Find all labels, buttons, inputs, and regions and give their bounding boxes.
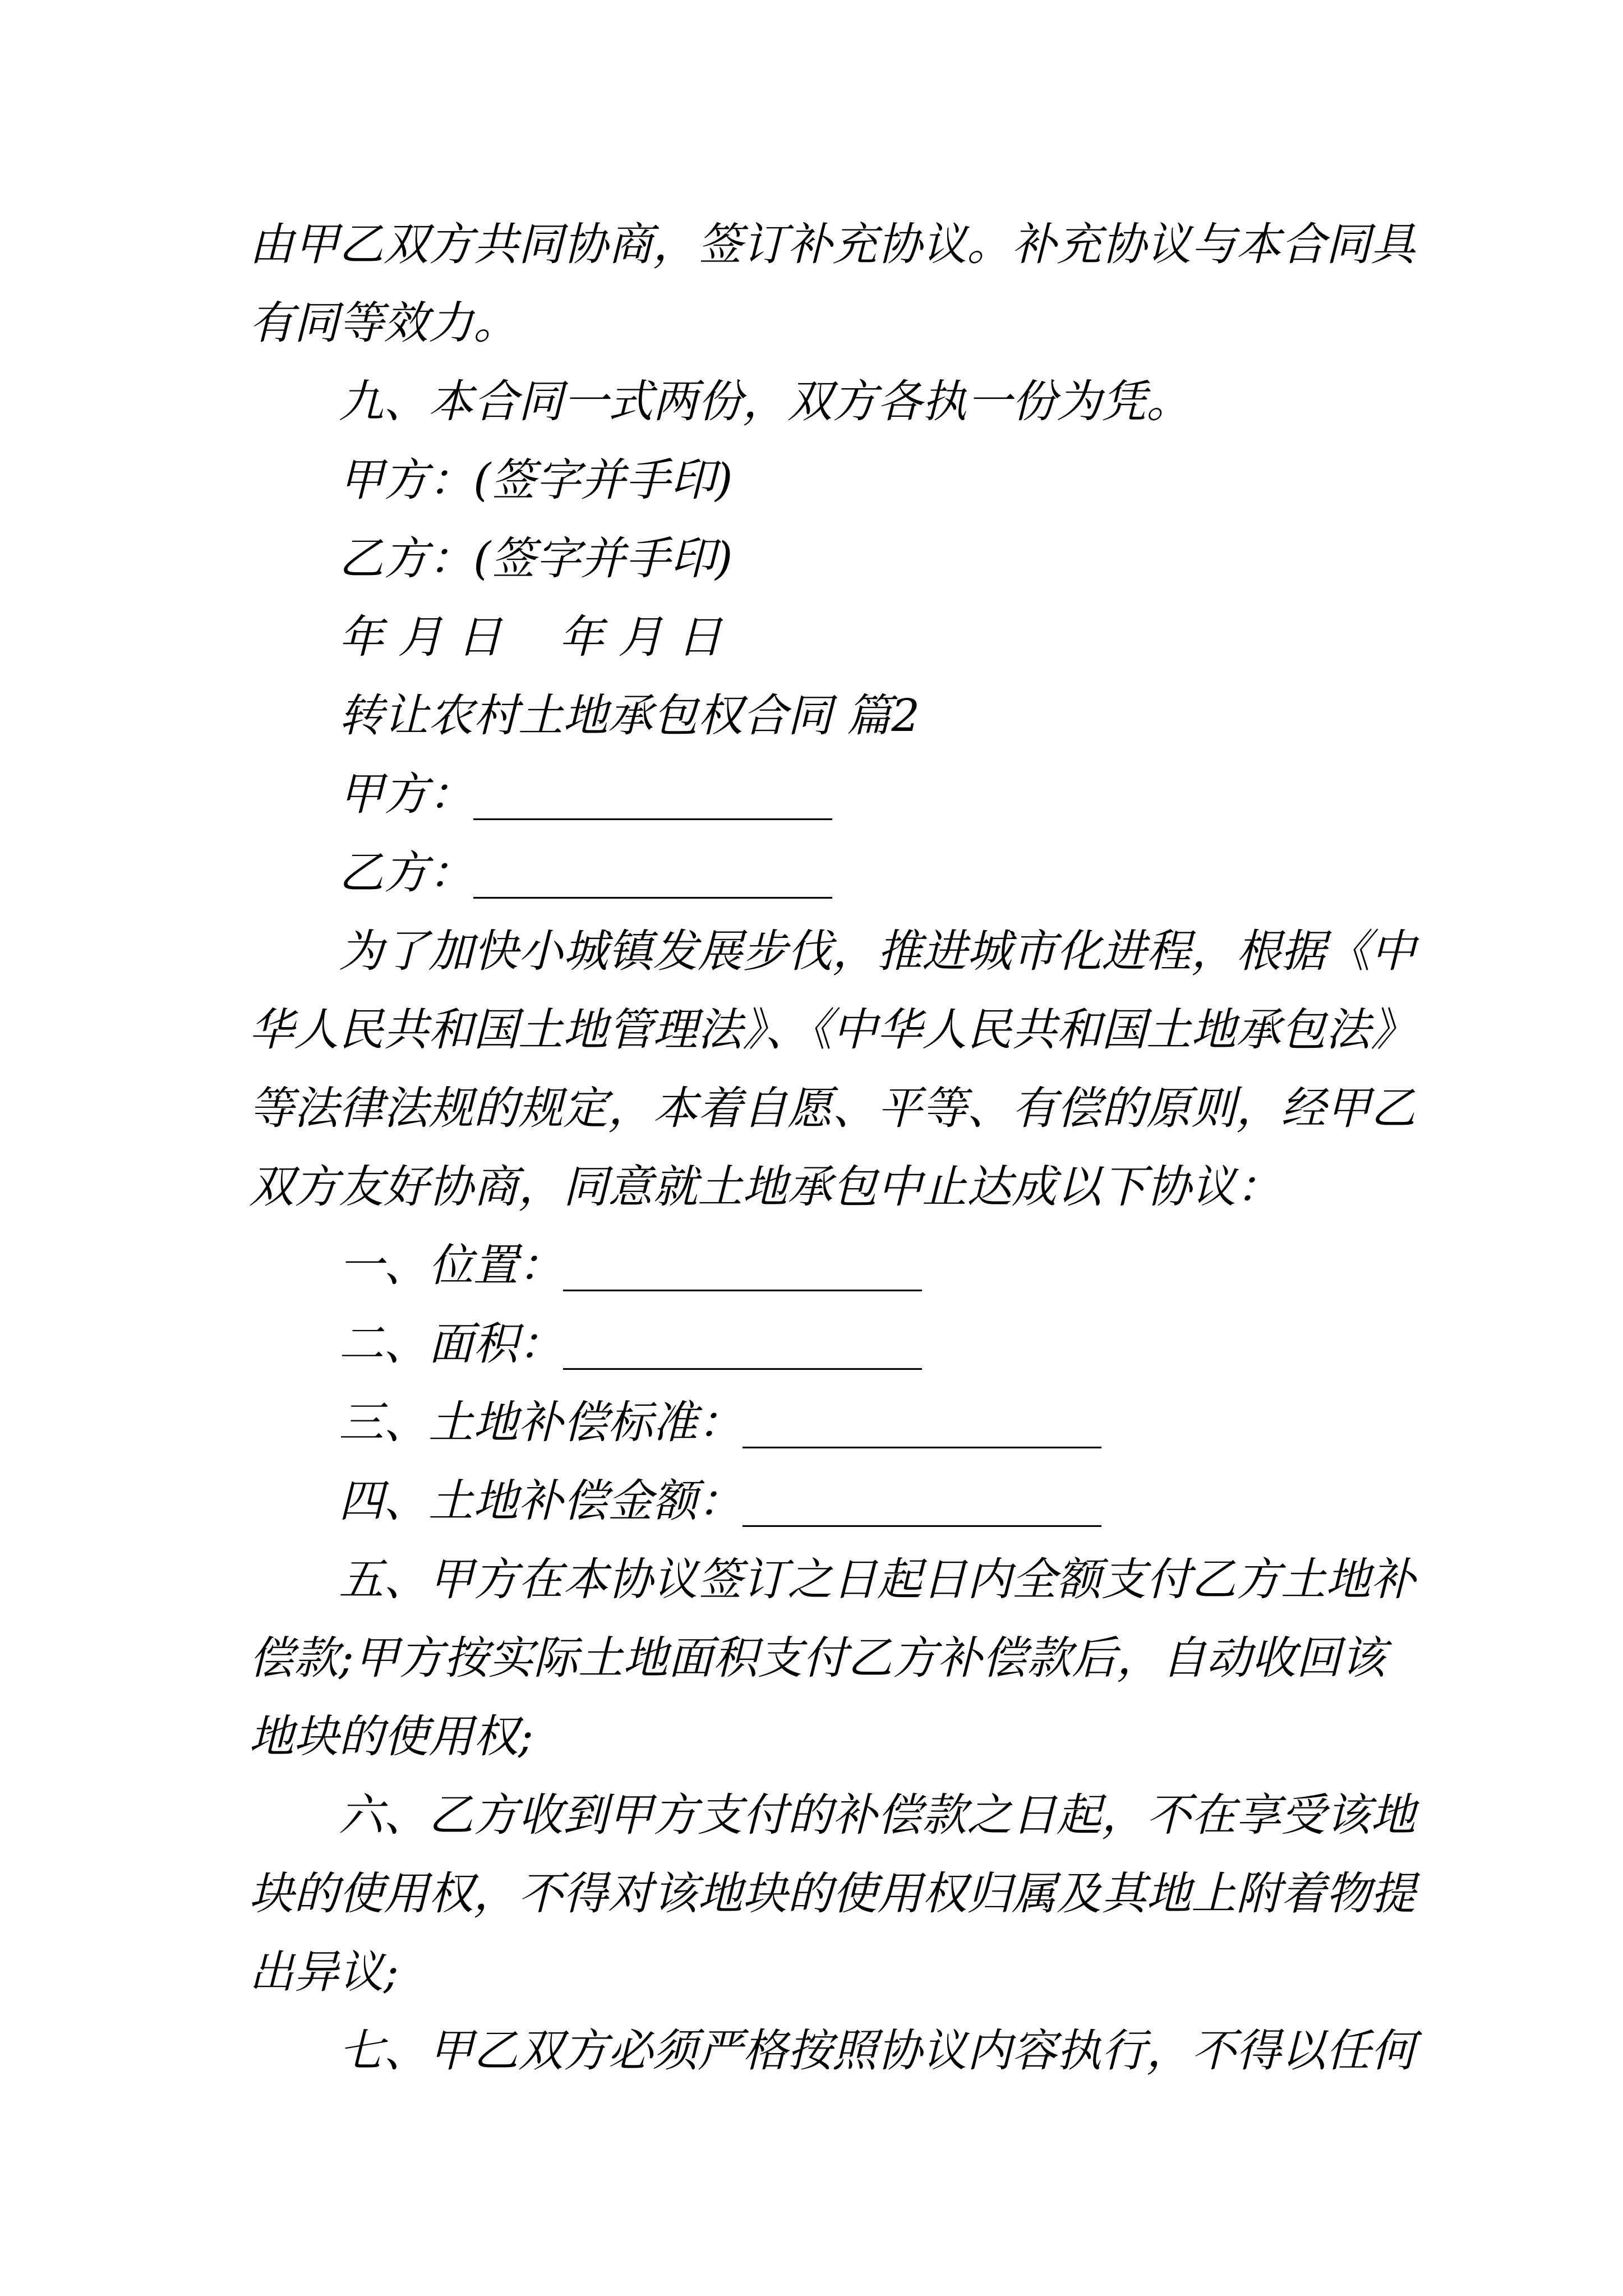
doc-line-14: 一、位置：________________: [339, 1239, 922, 1291]
contract-text-block: [249, 205, 1483, 2090]
doc-line-13: 双方友好协商，同意就土地承包中止达成以下协议：: [249, 1161, 1281, 1213]
doc-line-24: 七、甲乙双方必须严格按照协议内容执行，不得以任何: [339, 2024, 1415, 2077]
doc-line-12: 等法律法规的规定，本着自愿、平等、有偿的原则，经甲乙: [249, 1082, 1415, 1134]
doc-line-10: 为了加快小城镇发展步伐，推进城市化进程，根据《中: [339, 925, 1415, 977]
doc-line-11: 华人民共和国土地管理法》、《中华人民共和国土地承包法》: [249, 1004, 1415, 1056]
doc-line-8: 甲方：________________: [339, 768, 832, 820]
doc-line-7: 转让农村土地承包权合同 篇2: [339, 689, 920, 742]
doc-line-3: 九、本合同一式两份，双方各执一份为凭。: [339, 375, 1191, 427]
doc-line-1: 由甲乙双方共同协商，签订补充协议。补充协议与本合同具: [249, 218, 1415, 270]
doc-line-6: 年 月 日 年 月 日: [339, 611, 722, 663]
doc-line-16: 三、土地补偿标准：________________: [339, 1396, 1101, 1448]
doc-line-2: 有同等效力。: [249, 297, 518, 349]
doc-line-19: 偿款;甲方按实际土地面积支付乙方补偿款后，自动收回该: [249, 1632, 1386, 1684]
doc-line-5: 乙方：(签字并手印): [339, 532, 733, 585]
doc-line-15: 二、面积：________________: [339, 1318, 922, 1370]
doc-line-20: 地块的使用权;: [249, 1710, 533, 1763]
doc-line-21: 六、乙方收到甲方支付的补偿款之日起，不在享受该地: [339, 1789, 1415, 1841]
doc-line-17: 四、土地补偿金额：________________: [339, 1475, 1101, 1527]
doc-line-18: 五、甲方在本协议签订之日起日内全额支付乙方土地补: [339, 1553, 1415, 1605]
doc-line-22: 块的使用权，不得对该地块的使用权归属及其地上附着物提: [249, 1867, 1415, 1920]
doc-line-9: 乙方：________________: [339, 846, 832, 899]
doc-line-4: 甲方：(签字并手印): [339, 454, 733, 506]
doc-line-23: 出异议;: [249, 1946, 399, 1998]
